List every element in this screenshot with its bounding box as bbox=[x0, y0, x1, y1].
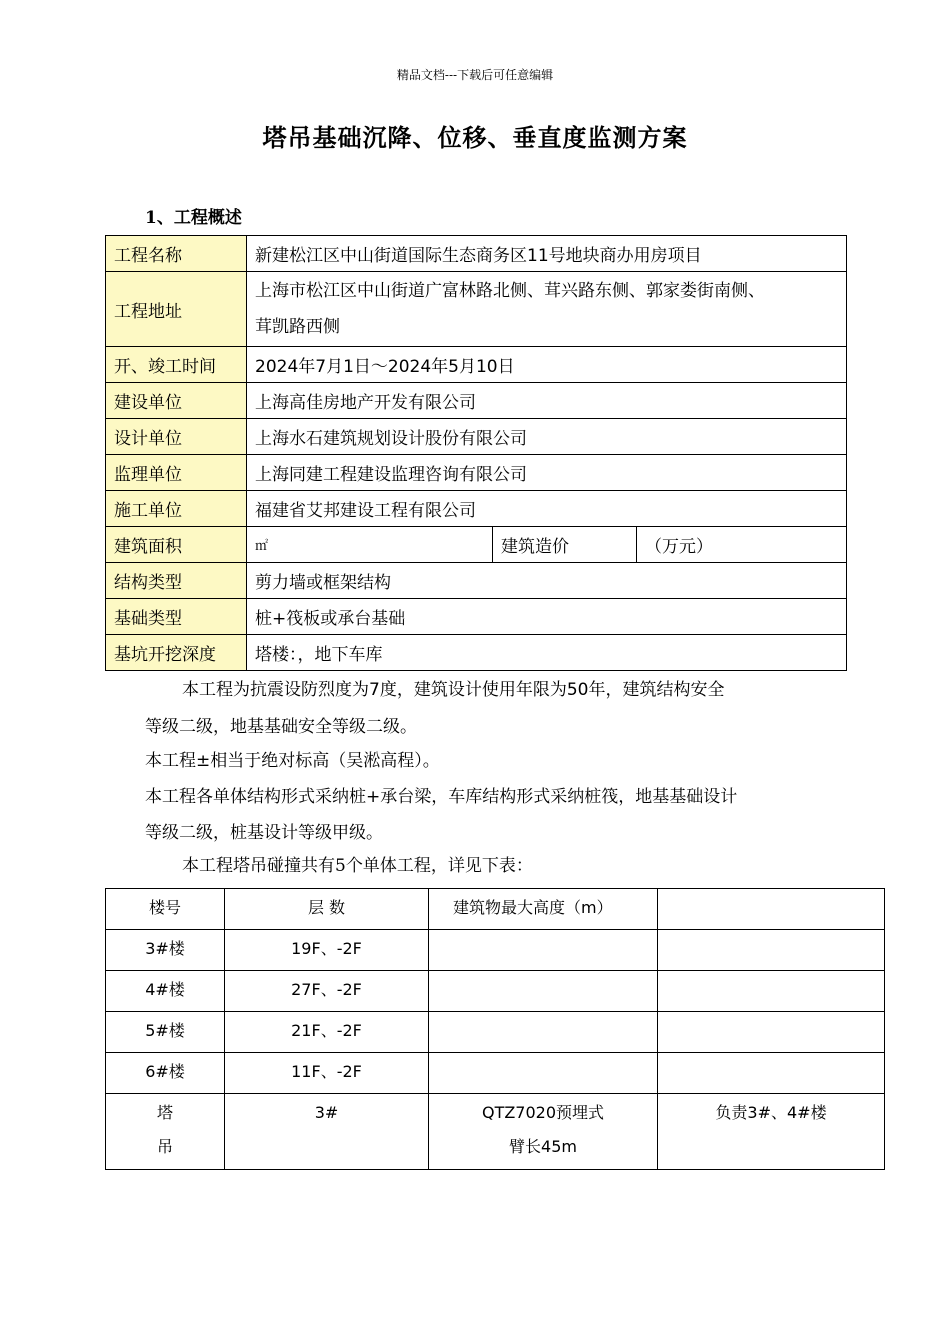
cost-label: 建筑造价 bbox=[493, 527, 637, 563]
table-row bbox=[106, 383, 847, 419]
building-no: 6#楼 bbox=[106, 1053, 225, 1094]
crane-label-line-2: 吊 bbox=[156, 1137, 173, 1156]
area-value: ㎡ bbox=[247, 527, 493, 563]
table-row bbox=[106, 563, 847, 599]
address-value bbox=[247, 272, 847, 347]
paragraph-2: 本工程±相当于绝对标高（吴淞高程）。 bbox=[145, 751, 440, 771]
crane-responsible: 负责3#、4#楼 bbox=[658, 1094, 885, 1170]
supervisor-value: 上海同建工程建设监理咨询有限公司 bbox=[247, 455, 847, 491]
building-floors: 27F、-2F bbox=[225, 971, 429, 1012]
project-name-value: 新建松江区中山街道国际生态商务区11号地块商办用房项目 bbox=[247, 236, 847, 272]
table-row bbox=[106, 347, 847, 383]
building-floors: 19F、-2F bbox=[225, 930, 429, 971]
building-no: 4#楼 bbox=[106, 971, 225, 1012]
period-value: 2024年7月1日～2024年5月10日 bbox=[247, 347, 847, 383]
header-max-height: 建筑物最大高度（m） bbox=[429, 889, 658, 930]
paragraph-3-line-2: 等级二级，桩基设计等级甲级。 bbox=[145, 823, 383, 843]
pit-depth-label: 基坑开挖深度 bbox=[106, 635, 247, 671]
paragraph-3-line-1: 本工程各单体结构形式采纳桩+承台梁，车库结构形式采纳桩筏，地基基础设计 bbox=[145, 787, 738, 807]
table-row bbox=[106, 491, 847, 527]
document-title: 塔吊基础沉降、位移、垂直度监测方案 bbox=[262, 124, 688, 152]
table-row bbox=[106, 455, 847, 491]
building-extra bbox=[658, 1053, 885, 1094]
table-row bbox=[106, 527, 847, 563]
designer-value: 上海水石建筑规划设计股份有限公司 bbox=[247, 419, 847, 455]
building-extra bbox=[658, 930, 885, 971]
table-row bbox=[106, 1012, 885, 1053]
table-row bbox=[106, 930, 885, 971]
building-extra bbox=[658, 971, 885, 1012]
supervisor-label: 监理单位 bbox=[106, 455, 247, 491]
buildings-table bbox=[105, 888, 885, 1170]
table-row bbox=[106, 1053, 885, 1094]
header-floors: 层 数 bbox=[225, 889, 429, 930]
structure-label: 结构类型 bbox=[106, 563, 247, 599]
structure-value: 剪力墙或框架结构 bbox=[247, 563, 847, 599]
section-heading: 1、工程概述 bbox=[145, 208, 242, 228]
contractor-value: 福建省艾邦建设工程有限公司 bbox=[247, 491, 847, 527]
project-name-label: 工程名称 bbox=[106, 236, 247, 272]
contractor-label: 施工单位 bbox=[106, 491, 247, 527]
table-row bbox=[106, 599, 847, 635]
table-row bbox=[106, 236, 847, 272]
building-floors: 21F、-2F bbox=[225, 1012, 429, 1053]
address-line-2: 茸凯路西侧 bbox=[255, 317, 340, 337]
building-height bbox=[429, 1053, 658, 1094]
period-label: 开、竣工时间 bbox=[106, 347, 247, 383]
paragraph-1-line-1: 本工程为抗震设防烈度为7度，建筑设计使用年限为50年，建筑结构安全 bbox=[182, 680, 725, 700]
address-line-1: 上海市松江区中山街道广富林路北侧、茸兴路东侧、郭家娄街南侧、 bbox=[255, 281, 765, 301]
header-note: 精品文档---下载后可任意编辑 bbox=[396, 68, 554, 82]
building-height bbox=[429, 971, 658, 1012]
area-label: 建筑面积 bbox=[106, 527, 247, 563]
pit-depth-value: 塔楼：，地下车库 bbox=[247, 635, 847, 671]
table-row bbox=[106, 971, 885, 1012]
table-row bbox=[106, 635, 847, 671]
paragraph-1-line-2: 等级二级，地基基础安全等级二级。 bbox=[145, 717, 417, 737]
header-blank bbox=[658, 889, 885, 930]
paragraph-4: 本工程塔吊碰撞共有5个单体工程，详见下表： bbox=[182, 856, 533, 876]
building-floors: 11F、-2F bbox=[225, 1053, 429, 1094]
table-header-row bbox=[106, 889, 885, 930]
building-height bbox=[429, 1012, 658, 1053]
foundation-value: 桩+筏板或承台基础 bbox=[247, 599, 847, 635]
cost-value: （万元） bbox=[637, 527, 847, 563]
building-extra bbox=[658, 1012, 885, 1053]
address-label: 工程地址 bbox=[106, 272, 247, 347]
project-overview-table bbox=[105, 235, 847, 671]
crane-model bbox=[429, 1094, 658, 1170]
header-building-no: 楼号 bbox=[106, 889, 225, 930]
building-height bbox=[429, 930, 658, 971]
crane-number: 3# bbox=[225, 1094, 429, 1170]
builder-label: 建设单位 bbox=[106, 383, 247, 419]
builder-value: 上海高佳房地产开发有限公司 bbox=[247, 383, 847, 419]
foundation-label: 基础类型 bbox=[106, 599, 247, 635]
building-no: 5#楼 bbox=[106, 1012, 225, 1053]
table-row bbox=[106, 272, 847, 347]
crane-model-line-1: QTZ7020预埋式 bbox=[481, 1103, 605, 1122]
tower-crane-row bbox=[106, 1094, 885, 1170]
designer-label: 设计单位 bbox=[106, 419, 247, 455]
building-no: 3#楼 bbox=[106, 930, 225, 971]
crane-model-line-2: 臂长45m bbox=[509, 1137, 577, 1156]
crane-label-line-1: 塔 bbox=[156, 1103, 173, 1122]
crane-label bbox=[106, 1094, 225, 1170]
table-row bbox=[106, 419, 847, 455]
